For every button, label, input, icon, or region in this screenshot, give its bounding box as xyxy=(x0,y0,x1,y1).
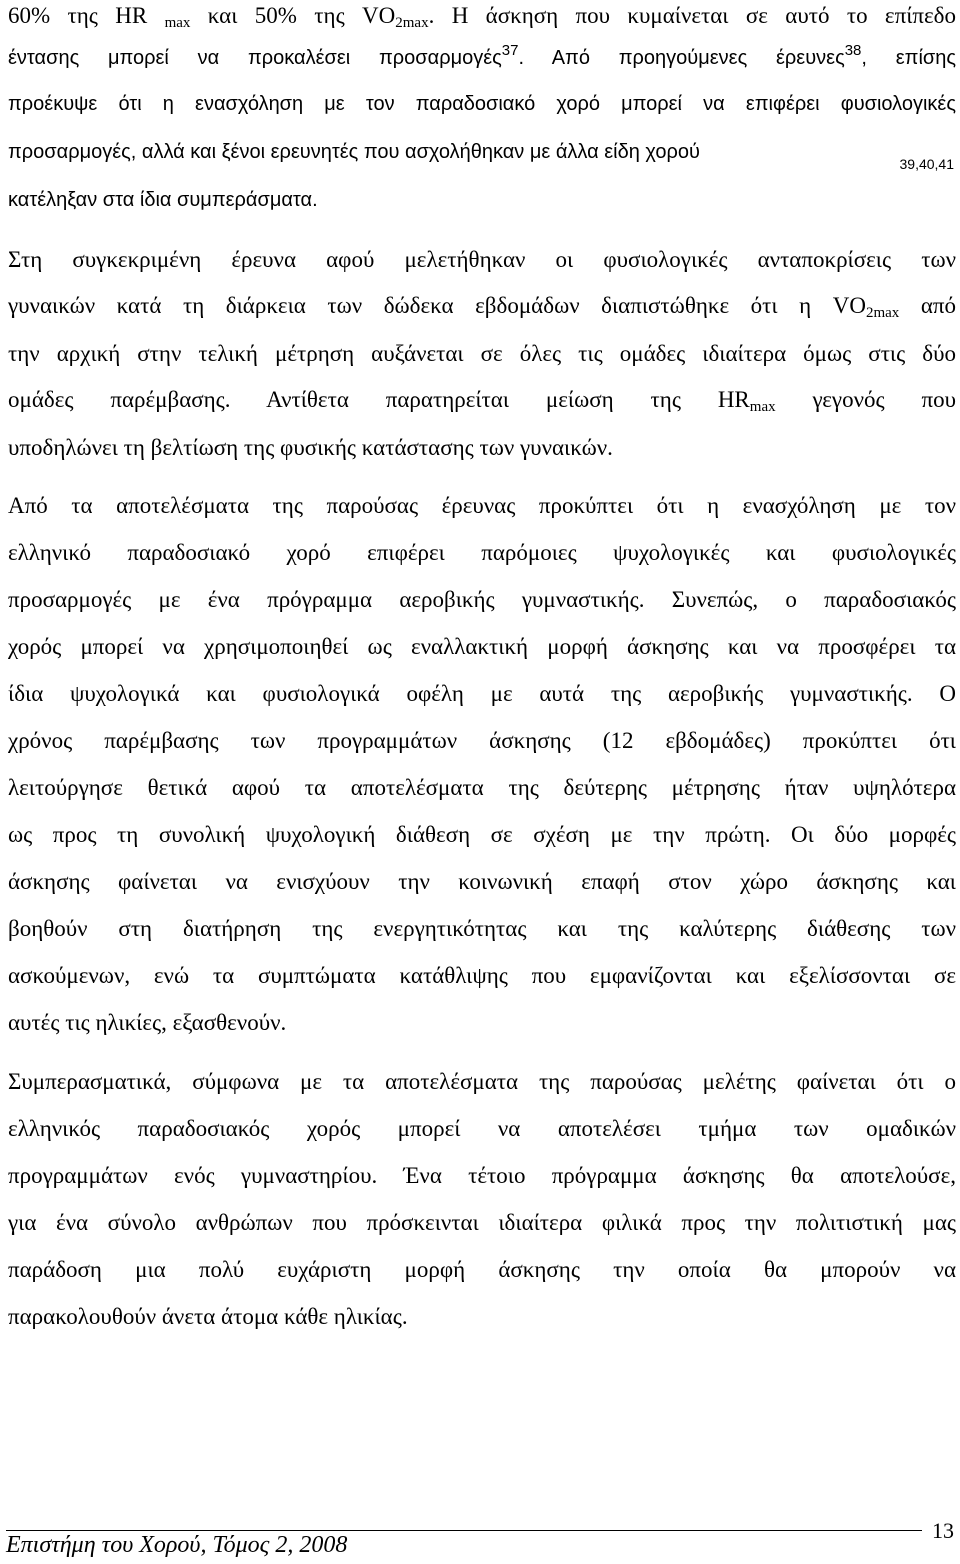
subscript: max xyxy=(164,15,191,31)
text-run: από xyxy=(899,293,956,318)
paragraph-4-line: παρακολουθούν άνετα άτομα κάθε ηλικίας. xyxy=(8,1304,408,1329)
citation-superscript: 39,40,41 xyxy=(899,156,954,172)
paragraph-2-line-1: Στη συγκεκριμένη έρευνα αφού μελετήθηκαν οι φυσιολογικές ανταποκρίσεις των xyxy=(8,247,956,272)
text-run: και 50% της VO xyxy=(190,3,396,28)
paragraph-3-line: άσκησης φαίνεται να ενισχύουν την κοινωνική επαφή στον χώρο άσκησης και xyxy=(8,869,956,894)
paragraph-3-line: χρόνος παρέμβασης των προγραμμάτων άσκησης (12 εβδομάδες) προκύπτει ότι xyxy=(8,728,956,753)
subscript: max xyxy=(749,399,776,415)
paragraph-3-line: ως προς τη συνολική ψυχολογική διάθεση σε σχέση με την πρώτη. Οι δύο μορφές xyxy=(8,822,956,847)
paragraph-1-line-3: προέκυψε ότι η ενασχόληση με τον παραδοσιακό χορό μπορεί να επιφέρει φυσιολογικές xyxy=(8,93,956,115)
text-run: γυναικών κατά τη διάρκεια των δώδεκα εβδομάδων διαπιστώθηκε ότι η VO xyxy=(8,293,866,318)
paragraph-1-line-2 xyxy=(8,42,956,74)
subscript: 2max xyxy=(865,305,900,321)
page-number: 13 xyxy=(932,1518,954,1543)
footer-divider xyxy=(6,1530,922,1531)
paragraph-3-line: Από τα αποτελέσματα της παρούσας έρευνας προκύπτει ότι η ενασχόληση με τον xyxy=(8,493,956,518)
subscript: 2max xyxy=(395,15,429,31)
citation-superscript: 37 xyxy=(501,42,519,59)
text-run: . Από προηγούμενες έρευνες xyxy=(518,47,845,69)
citation-superscript: 38 xyxy=(844,42,862,59)
paragraph-2-line-2 xyxy=(8,290,956,322)
text-run: γεγονός που xyxy=(775,387,956,412)
paragraph-3-line: ίδια ψυχολογικά και φυσιολογικά οφέλη με αυτά της αεροβικής γυμναστικής. Ο xyxy=(8,681,956,706)
paragraph-2-line-4 xyxy=(8,384,956,416)
paragraph-2-line-5: υποδηλώνει τη βελτίωση της φυσικής κατάστασης των γυναικών. xyxy=(8,435,613,460)
text-run: ομάδες παρέμβασης. Αντίθετα παρατηρείται μείωση της HR xyxy=(8,387,750,412)
paragraph-3-line: αυτές τις ηλικίες, εξασθενούν. xyxy=(8,1010,287,1035)
paragraph-3-line: ασκούμενων, ενώ τα συμπτώματα κατάθλιψης που εμφανίζονται και εξελίσσονται σε xyxy=(8,963,956,988)
paragraph-4-line: ελληνικός παραδοσιακός χορός μπορεί να αποτελέσει τμήμα των ομαδικών xyxy=(8,1116,956,1141)
paragraph-4-line: Συμπερασματικά, σύμφωνα με τα αποτελέσματα της παρούσας μελέτης φαίνεται ότι ο xyxy=(8,1069,956,1094)
text-run: έντασης μπορεί να προκαλέσει προσαρμογές xyxy=(8,47,502,69)
paragraph-4-line: για ένα σύνολο ανθρώπων που πρόσκεινται ιδιαίτερα φιλικά προς την πολιτιστική μας xyxy=(8,1210,956,1235)
paragraph-4-line: παράδοση μια πολύ ευχάριστη μορφή άσκησης την οποία θα μπορούν να xyxy=(8,1257,956,1282)
paragraph-1-line-5: κατέληξαν στα ίδια συμπεράσματα. xyxy=(8,189,318,211)
paragraph-3-line: χορός μπορεί να χρησιμοποιηθεί ως εναλλακτική μορφή άσκησης και να προσφέρει τα xyxy=(8,634,956,659)
text-run: . Η άσκηση που κυμαίνεται σε αυτό το επίπεδο xyxy=(428,3,956,28)
text-run: 60% της HR xyxy=(8,3,165,28)
text-run: , επίσης xyxy=(861,47,956,69)
paragraph-4-line: προγραμμάτων ενός γυμναστηρίου. Ένα τέτοιο πρόγραμμα άσκησης θα αποτελούσε, xyxy=(8,1163,956,1188)
journal-footer: Επιστήμη του Χορού, Τόμος 2, 2008 xyxy=(6,1532,348,1558)
paragraph-2-line-3: την αρχική στην τελική μέτρηση αυξάνεται σε όλες τις ομάδες ιδιαίτερα όμως στις δύο xyxy=(8,341,956,366)
paragraph-3-line: λειτούργησε θετικά αφού τα αποτελέσματα της δεύτερης μέτρησης ήταν υψηλότερα xyxy=(8,775,956,800)
paragraph-1-line-1 xyxy=(8,0,956,32)
paragraph-1-line-4: προσαρμογές, αλλά και ξένοι ερευνητές που ασχολήθηκαν με άλλα είδη χορού xyxy=(8,141,700,163)
paragraph-3-line: ελληνικό παραδοσιακό χορό επιφέρει παρόμοιες ψυχολογικές και φυσιολογικές xyxy=(8,540,956,565)
paragraph-3-line: βοηθούν στη διατήρηση της ενεργητικότητας και της καλύτερης διάθεσης των xyxy=(8,916,956,941)
paragraph-3-line: προσαρμογές με ένα πρόγραμμα αεροβικής γυμναστικής. Συνεπώς, ο παραδοσιακός xyxy=(8,587,956,612)
